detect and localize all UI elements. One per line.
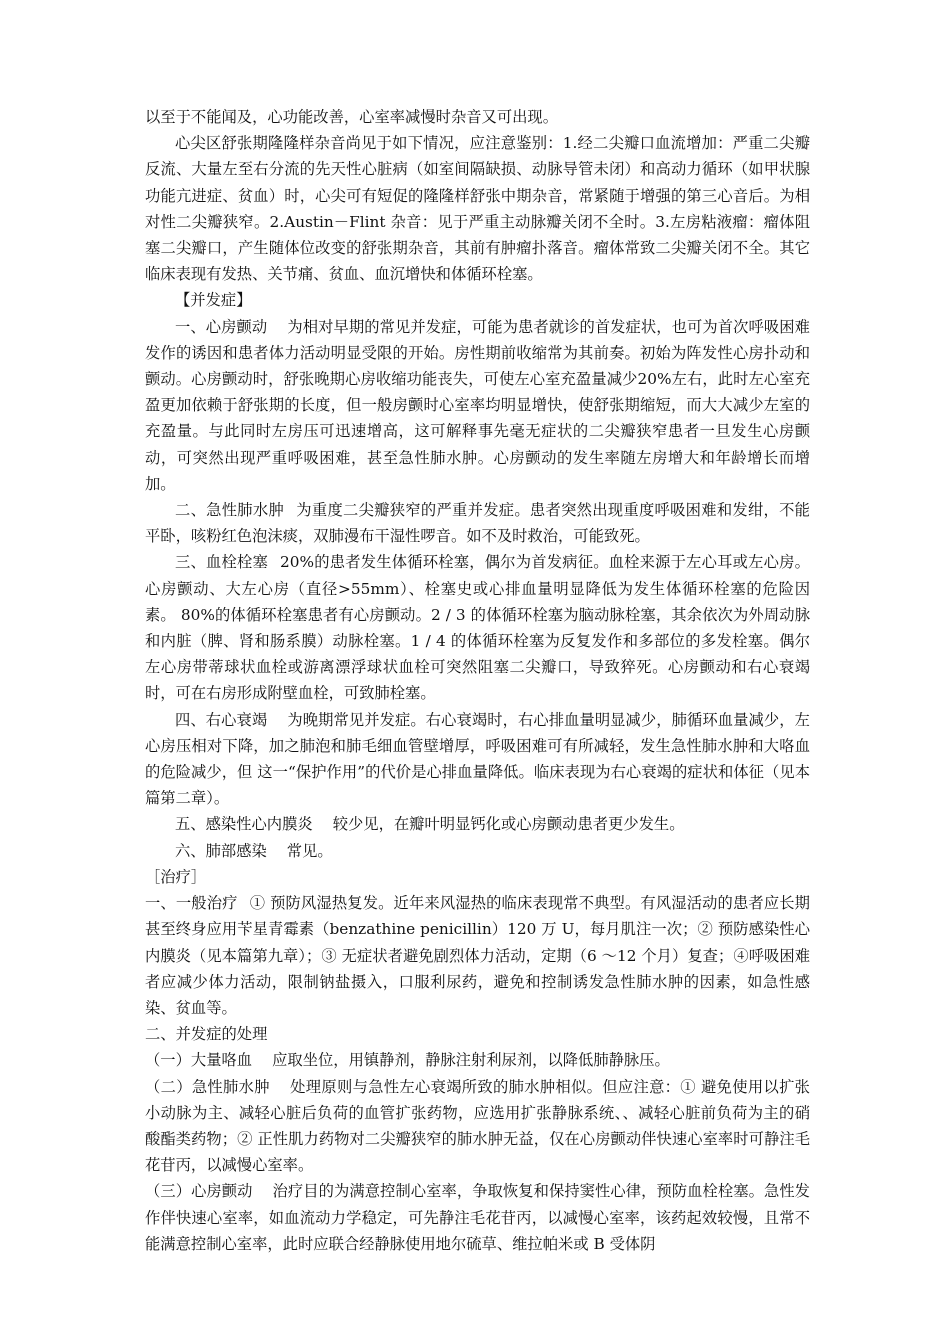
complication-text: 20%的患者发生体循环栓塞，偶尔为首发病征。血栓来源于左心耳或左心房。心房颤动、大左心房（直径>55mm）、栓塞史或心排血量明显降低为发生体循环栓塞的危险因素。 80%的体循环栓塞患者有心房颤动。2 / 3 的体循环栓塞为脑动脉栓塞，其余依次为外周动脉和内脏（脾、肾和肠系膜）动脉栓塞。1 / 4 的体循环栓塞为反复发作和多部位的多发栓塞。偶尔左心房带蒂球状血栓或游离漂浮球状血栓可突然阻塞二尖瓣口，导致猝死。心房颤动和右心衰竭时，可在右房形成附壁血栓，可致肺栓塞。 bbox=[145, 553, 810, 703]
treatment-complications-heading: 二、并发症的处理 bbox=[145, 1025, 268, 1044]
complication-title: 五、感染性心内膜炎 bbox=[175, 815, 313, 834]
complication-right-heart-failure bbox=[145, 707, 810, 812]
subsection-text: 应取坐位，用镇静剂，静脉注射利尿剂，以降低肺静脉压。 bbox=[272, 1051, 670, 1070]
subsection-title: （二）急性肺水肿 bbox=[145, 1077, 270, 1096]
paragraph-differential-diagnosis: 心尖区舒张期隆隆样杂音尚见于如下情况，应注意鉴别：1.经二尖瓣口血流增加：严重二尖瓣反流、大量左至右分流的先天性心脏病（如室间隔缺损、动脉导管未闭）和高动力循环（如甲状腺功能亢进症、贫血）时，心尖可有短促的隆隆样舒张中期杂音，常紧随于增强的第三心音后。为相对性二尖瓣狭窄。2.Austin－Flint 杂音：见于严重主动脉瓣关闭不全时。3.左房粘液瘤：瘤体阻塞二尖瓣口，产生随体位改变的舒张期杂音，其前有肿瘤扑落音。瘤体常致二尖瓣关闭不全。其它临床表现有发热、关节痛、贫血、血沉增快和体循环栓塞。 bbox=[145, 134, 810, 284]
complication-pulmonary-edema bbox=[145, 497, 810, 549]
subsection-text: 处理原则与急性左心衰竭所致的肺水肿相似。但应注意：① 避免使用以扩张小动脉为主、减轻心脏后负荷的血管扩张药物，应选用扩张静脉系统、、减轻心脏前负荷为主的硝酸酯类药物；② 正性肌力药物对二尖瓣狭窄的肺水肿无益，仅在心房颤动伴快速心室率时可静注毛花苷丙，以减慢心室率。 bbox=[145, 1077, 810, 1175]
treatment-atrial-fibrillation bbox=[145, 1178, 810, 1257]
complication-endocarditis bbox=[145, 811, 810, 837]
complication-title: 四、右心衰竭 bbox=[175, 710, 268, 729]
complication-atrial-fibrillation bbox=[145, 314, 810, 497]
subsection-title: （一）大量咯血 bbox=[145, 1051, 253, 1070]
complication-title: 一、心房颤动 bbox=[175, 317, 268, 336]
complication-text: 为晚期常见并发症。右心衰竭时，右心排血量明显减少，肺循环血量减少，左心房压相对下降，加之肺泡和肺毛细血管壁增厚，呼吸困难可有所减轻，发生急性肺水肿和大咯血的危险减少，但 这一“保护作用”的代价是心排血量降低。临床表现为右心衰竭的症状和体征（见本篇第二章）。 bbox=[145, 710, 810, 808]
complication-text: 常见。 bbox=[286, 841, 333, 860]
complication-text: 较少见，在瓣叶明显钙化或心房颤动患者更少发生。 bbox=[332, 815, 685, 834]
treatment-pulmonary-edema bbox=[145, 1074, 810, 1179]
complication-thromboembolism bbox=[145, 549, 810, 706]
document-page bbox=[145, 104, 810, 1257]
complication-text: 为相对早期的常见并发症，可能为患者就诊的首发症状，也可为首次呼吸困难发作的诱因和患者体力活动明显受限的开始。房性期前收缩常为其前奏。初始为阵发性心房扑动和颤动。心房颤动时，舒张晚期心房收缩功能丧失，可使左心室充盈量减少20%左右，此时左心室充盈更加依赖于舒张期的长度，但一般房颤时心室率均明显增快，使舒张期缩短，而大大减少左室的充盈量。与此同时左房压可迅速增高，这可解释事先毫无症状的二尖瓣狭窄患者一旦发生心房颤动，可突然出现严重呼吸困难，甚至急性肺水肿。心房颤动的发生率随左房增大和年龄增长而增加。 bbox=[145, 317, 810, 493]
paragraph-continuation: 以至于不能闻及，心功能改善，心室率减慢时杂音又可出现。 bbox=[145, 108, 559, 126]
treatment-title: 一、一般治疗 bbox=[145, 894, 238, 913]
section-heading-complications: 【并发症】 bbox=[175, 291, 252, 310]
subsection-title: （三）心房颤动 bbox=[145, 1182, 253, 1201]
complication-title: 六、肺部感染 bbox=[175, 841, 267, 860]
treatment-text: ① 预防风湿热复发。近年来风湿热的临床表现常不典型。有风湿活动的患者应长期甚至终身应用苄星青霉素（benzathine penicillin）120 万 U，每月肌注一次；② 预防感染性心内膜炎（见本篇第九章）；③ 无症状者避免剧烈体力活动，定期（6 ～12 个月）复查；④呼吸困难者应减少体力活动，限制钠盐摄入，口服利尿药，避免和控制诱发急性肺水肿的因素，如急性感染、贫血等。 bbox=[145, 894, 810, 1017]
complication-title: 三、血栓栓塞 bbox=[175, 553, 268, 572]
complication-lung-infection bbox=[145, 838, 810, 864]
complication-title: 二、急性肺水肿 bbox=[175, 501, 285, 520]
treatment-general bbox=[145, 890, 810, 1021]
complication-text: 为重度二尖瓣狭窄的严重并发症。患者突然出现重度呼吸困难和发绀，不能平卧，咳粉红色泡沫痰，双肺漫布干湿性啰音。如不及时救治，可能致死。 bbox=[145, 501, 810, 546]
section-heading-treatment: ［治疗］ bbox=[145, 867, 207, 886]
subsection-text: 治疗目的为满意控制心室率，争取恢复和保持窦性心律，预防血栓栓塞。急性发作伴快速心室率，如血流动力学稳定，可先静注毛花苷丙，以减慢心室率，该药起效较慢，且常不能满意控制心室率，此时应联合经静脉使用地尔硫草、维拉帕米或 B 受体阴 bbox=[145, 1182, 810, 1253]
treatment-hemoptysis bbox=[145, 1047, 810, 1073]
